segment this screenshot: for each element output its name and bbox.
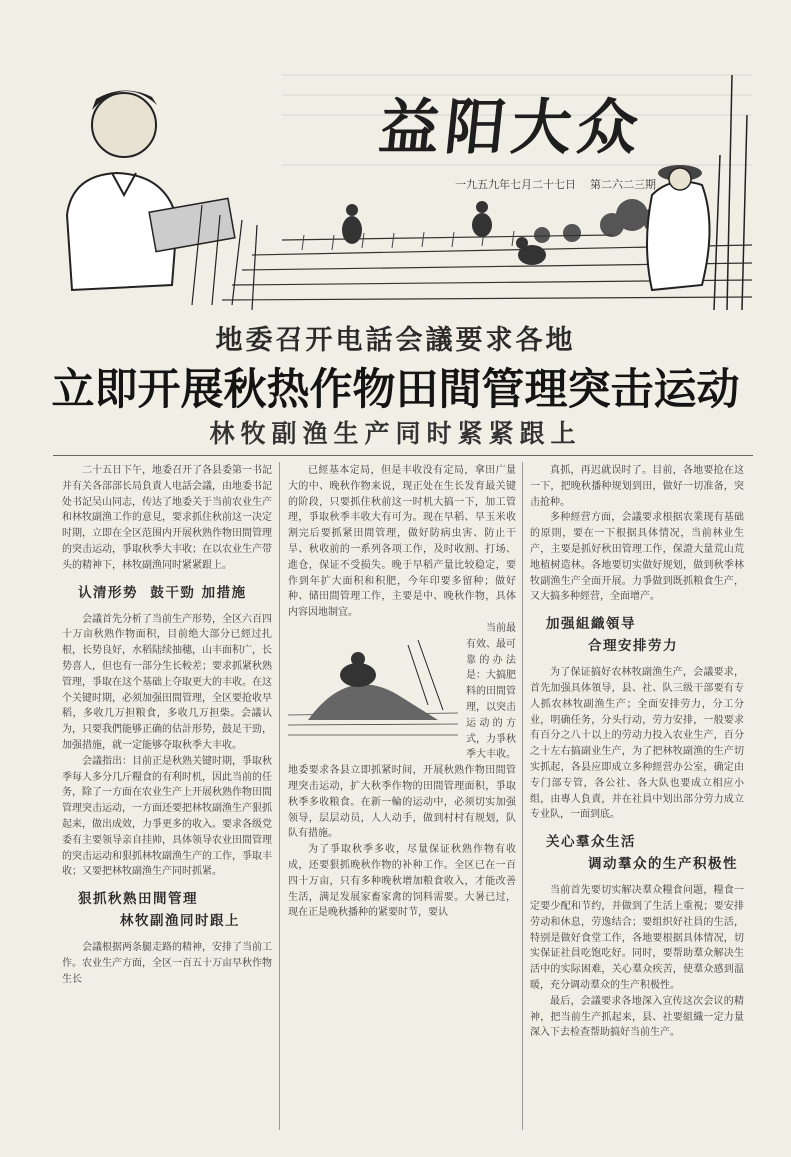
section-heading-line: 合理安排劳力 [588, 638, 678, 655]
article-column-1 [62, 463, 272, 988]
section-heading [62, 888, 272, 932]
article-column-3 [530, 463, 744, 1041]
paragraph: 真抓，再迟就误时了。目前，各地要抢在这一下，把晚秋播种规划到田，做好一切准备，突击抢种。 [530, 465, 744, 508]
paragraph: 为了保证搞好农林牧副渔生产，会議要求，首先加强具体領导，县、社、队三级干部要有专人抓农林牧副渔生产；全面安排劳力，分工分业，明确任务，分头行动，劳力安排，一般要求有百分之八十以上的劳动力投入农业生产，百分之十左右搞副业生产，为了把林牧副渔的生产切实抓起，各县应即成立多种經营办公室，确定由专门部专管，各公社、各大队也要成立相应小组，由專人負責，并在社員中划出部分劳力成立专业队，一面到底。 [530, 667, 744, 821]
newspaper-title: 益阳大众 [375, 93, 648, 163]
section-heading-line: 加强組織領导 [546, 616, 636, 633]
paragraph: 当前首先要切实解决羣众糧食问题，糧食一定要少配和节约，并做到了生活上重視；要安排劳动和休息，劳逸结合；要组织好社員的生活，特别是做好食堂工作，各地要根据具体情况，切实保证社員吃饱吃好。同时，要帮助羣众解决生活中的实际困难，关心羣众疾苦，使羣众感到温暖，充分调动羣众的生产积极性。 [530, 885, 744, 991]
paragraph: 会議指出：目前正是秋熟关键时期，爭取秋季每人多分几斤糧食的有利时机，因此当前的任务，除了一方面在农业生产上开展秋熟作物田間管理突击运动，一方面还要把林牧副渔生产狠抓起来，做出成效，力爭更多的收入。要求各级党委有主要领导亲自挂帅，具体领导农业田間管理的突击运动和狠抓林牧副渔生产的工作，爭取丰收；又要把林牧副渔生产同时抓紧。 [62, 755, 272, 878]
section-heading-line: 关心羣众生活 [546, 834, 636, 851]
issue-line [455, 176, 656, 192]
paragraph: 当前最有效、最可靠的办法是：大搞肥料的田間管理，以突击运动的方式，力爭秋季大丰收。地委要求各县立即抓紧时间，开展秋熟作物田間管理突击运动，扩大秋季作物的田間管理面积，爭取秋季多收粮食。在新一輪的运动中，必须切实加强领导，层层动员，人人动手，做到村村有规划，队队有措施。 [288, 622, 516, 840]
paragraph: 为了爭取秋季多收，尽量保证秋熟作物有收成，还要狠抓晚秋作物的补种工作。全区已在一百四十万亩，只有多种晚秋增加粮食收入，才能改善生活，满足发展家畜家禽的饲料需要。大暑已过，现在正是晚秋播种的紧要时节，要认 [288, 844, 516, 919]
issue-number: 第二六二三期 [590, 178, 656, 191]
headline-kicker: 地委召开电話会議要求各地 [215, 325, 576, 356]
section-heading [530, 831, 744, 875]
headline-subtitle: 林牧副渔生产同时紧紧跟上 [209, 419, 582, 448]
column-divider [522, 462, 523, 1130]
section-heading [62, 582, 272, 604]
main-headline: 立即开展秋热作物田間管理突击运动 [51, 365, 740, 415]
paragraph: 会議首先分析了当前生产形势，全区六百四十万亩秋熟作物面积，目前绝大部分已經过扎根，长势良好，水稻陆续抽穗，山丰面积广，长势喜人，但也有一部分生长較差；要求抓紧秋熟管理，爭取在这个基础上夺取更大的丰收。在这个关键时期，必须加强田間管理，全区要抢收早稻，多收几万担粮食，多收几万担柴。会議认为，只要我們能够正确的估計形势，鼓足干勁，加强措施，就一定能够夺取秋季大丰收。 [62, 613, 272, 751]
divider [53, 455, 753, 456]
section-heading-line: 林牧副渔同时跟上 [120, 913, 240, 930]
section-heading-line: 狠抓秋熟田間管理 [78, 891, 198, 908]
paragraph: 多种經营方面，会議要求根据农業现有基础的原則，要在一下根据具体情况，当前林业生产，主要是抓好秋田管理工作，保證大量荒山荒地植树造林。各地要切实做好规划，做到秋季林牧副渔生产全面开展。力爭做到既抓粮食生产，又大搞多种經营，全面增产。 [530, 512, 744, 603]
paragraph: 二十五日下午，地委召开了各县委第一书記并有关各部部长局負責人电話会議，由地委书記处书記吴山同志，传达了地委关于当前农业生产和林牧副渔工作的意見，要求抓住秋前这一决定时期，立即在全区范围内开展秋熟作物田間管理的突击运动，爭取秋季大丰收；在以农业生产带头的精神下，林牧副渔同时紧紧跟上。 [62, 465, 272, 571]
section-heading-line: 调动羣众的生产积极性 [588, 856, 738, 873]
inset-illustration [288, 625, 458, 745]
section-heading [530, 613, 744, 657]
inset-block [288, 621, 516, 842]
article-column-2 [288, 463, 516, 921]
column-divider [279, 462, 280, 1130]
paragraph: 最后，会議要求各地深入宣传这次会议的精神，把当前生产抓起来，县、社要組織一定力量深入下去检查帮助搞好当前生产。 [530, 995, 744, 1039]
paragraph: 已經基本定局，但是丰收没有定局，拿田广量大的中、晚秋作物来说，现正处在生长发育最关键的阶段，只要抓住秋前这一时机大搞一下，加工管理，爭取秋季丰收大有可为。现在早稻、早玉米收割完后要抓紧田間管理，做好防病虫害、防止干旱、秋收前的一系列各项工作，及时收割、打场、進仓，保证不受损失。晚于早稻产量比较稳定，要作到年扩大面积和积肥，今年印要多留种；做好种、储田間管理工作，主要是中、晚秋作物，具体内容因地制宜。 [288, 465, 516, 619]
issue-date: 一九五九年七月二十七日 [455, 178, 576, 191]
section-heading-line: 认清形势 鼓干勁 加措施 [78, 584, 247, 601]
paragraph: 会議根据两条腿走路的精神，安排了当前工作。农业生产方面，全区一百五十万亩早秋作物生长 [62, 942, 272, 985]
